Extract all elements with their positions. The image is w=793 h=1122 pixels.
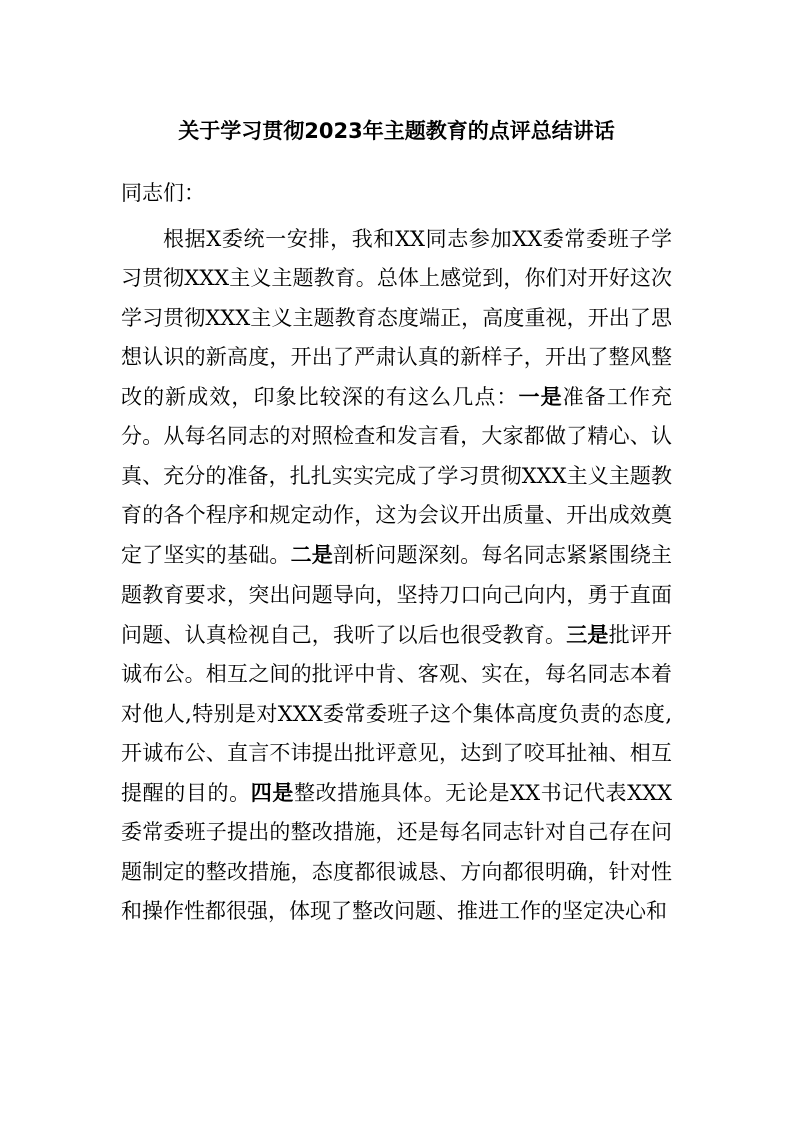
point-3-text: 批评开诚布公。相互之间的批评中肯、客观、实在，每名同志本着对他人,特别是对XXX委常委班子这个集体高度负责的态度,开诚布公、直言不讳提出批评意见，达到了咬耳扯袖、相互提醒的目的。 (121, 622, 673, 806)
point-2-text: 剖析问题深刻。每名同志紧紧围绕主题教育要求，突出问题导向，坚持刀口向己向内，勇于直面问题、认真检视自己，我听了以后也很受教育。 (121, 543, 673, 647)
point-1-label: 一是 (518, 384, 563, 410)
paragraph-intro: 根据X委统一安排，我和XX同志参加XX委常委班子学习贯彻XXX主义主题教育。总体上感觉到，你们对开好这次学习贯彻XXX主义主题教育态度端正，高度重视，开出了思想认识的新高度，开出了严肃认真的新样子，开出了整风整改的新成效，印象比较深的有这么几点： (121, 227, 672, 410)
point-4-text: 整改措施具体。无论是XX书记代表XXX委常委班子提出的整改措施，还是每名同志针对自己存在问题制定的整改措施，态度都很诚恳、方向都很明确，针对性和操作性都很强，体现了整改问题、推进工作的坚定决心和 (121, 781, 673, 924)
point-3-label: 三是 (566, 621, 609, 647)
salutation: 同志们： (121, 181, 205, 205)
body-paragraph (121, 220, 672, 931)
point-1-text: 准备工作充分。从每名同志的对照检查和发言看，大家都做了精心、认真、充分的准备，扎扎实实完成了学习贯彻XXX主义主题教育的各个程序和规定动作，这为会议开出质量、开出成效奠定了坚实的基础。 (121, 385, 673, 568)
document-title: 关于学习贯彻2023年主题教育的点评总结讲话 (178, 119, 615, 143)
point-2-label: 二是 (290, 542, 334, 568)
point-4-label: 四是 (250, 780, 294, 806)
